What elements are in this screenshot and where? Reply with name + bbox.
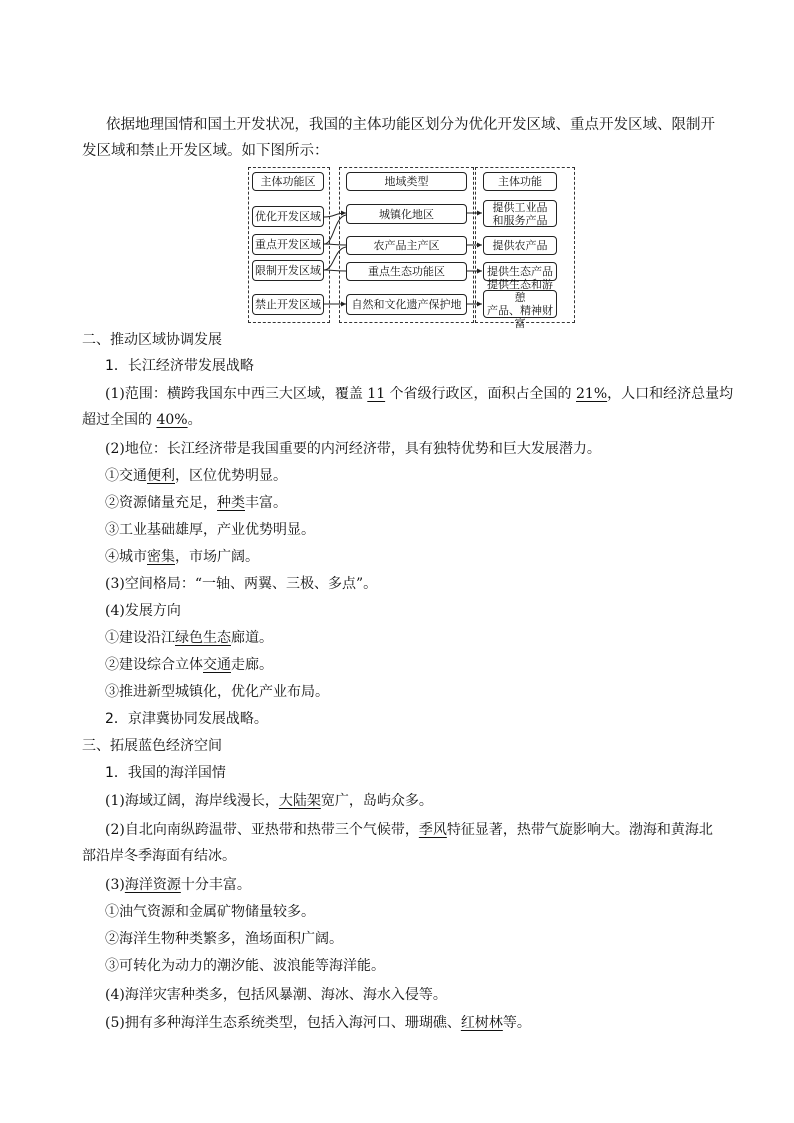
function-industrial-line2: 和服务产品 bbox=[492, 213, 548, 227]
section-2-dir1: ①建设沿江绿色生态廊道。 bbox=[105, 630, 273, 646]
section-2-p1-line2: 超过全国的 40%。 bbox=[82, 412, 202, 428]
function-industrial bbox=[483, 200, 557, 227]
section-3-p2-line1: (2)自北向南纵跨温带、亚热带和热带三个气候带，季风特征显著，热带气旋影响大。渤海和黄海北 bbox=[105, 822, 713, 838]
function-industrial-line1: 提供工业品 bbox=[492, 200, 548, 214]
section-3-p4: (4)海洋灾害种类多，包括风暴潮、海冰、海水入侵等。 bbox=[105, 987, 447, 1003]
section-3-item3: ③可转化为动力的潮汐能、波浪能等海洋能。 bbox=[105, 958, 385, 974]
intro-paragraph: 依据地理国情和国土开发状况，我国的主体功能区划分为优化开发区域、重点开发区域、限制开发区域和禁止开发区域。如下图所示： bbox=[82, 117, 715, 159]
function-recreation-line1: 提供生态和游憩 bbox=[487, 278, 553, 304]
section-3-p1: (1)海域辽阔，海岸线漫长，大陆架宽广，岛屿众多。 bbox=[105, 793, 433, 809]
section-3-item2: ②海洋生物种类繁多，渔场面积广阔。 bbox=[105, 931, 343, 947]
section-3-heading: 三、拓展蓝色经济空间 bbox=[82, 738, 222, 754]
section-2-p2: (2)地位：长江经济带是我国重要的内河经济带，具有独特优势和巨大发展潜力。 bbox=[105, 441, 601, 457]
section-2-p1-line1: (1)范围：横跨我国东中西三大区域，覆盖 11 个省级行政区，面积占全国的 21%，人口和经济总量均 bbox=[105, 386, 734, 402]
type-agricultural: 农产品主产区 bbox=[346, 236, 467, 255]
function-agricultural: 提供农产品 bbox=[483, 236, 557, 255]
function-zone-diagram bbox=[246, 167, 576, 330]
zone-key: 重点开发区域 bbox=[252, 234, 324, 255]
section-3-sub1: 1．我国的海洋国情 bbox=[105, 765, 226, 781]
function-ecological: 提供生态产品 bbox=[483, 262, 557, 281]
section-2-item4: ④城市密集，市场广阔。 bbox=[105, 549, 259, 565]
type-heritage: 自然和文化遗产保护地 bbox=[346, 294, 467, 315]
zone-prohibited: 禁止开发区域 bbox=[252, 294, 324, 315]
zone-restricted: 限制开发区域 bbox=[252, 260, 324, 281]
section-3-item1: ①油气资源和金属矿物储量较多。 bbox=[105, 904, 315, 920]
type-header: 地域类型 bbox=[346, 172, 467, 191]
section-2-dir3: ③推进新型城镇化，优化产业布局。 bbox=[105, 684, 329, 700]
function-recreation-line2: 产品、精神财富 bbox=[487, 304, 553, 330]
section-2-item1: ①交通便利，区位优势明显。 bbox=[105, 468, 287, 484]
type-urban: 城镇化地区 bbox=[346, 204, 467, 224]
section-2-sub1: 1．长江经济带发展战略 bbox=[105, 358, 254, 374]
section-2-sub2: 2．京津冀协同发展战略。 bbox=[105, 711, 268, 727]
type-ecological: 重点生态功能区 bbox=[346, 262, 467, 281]
function-header: 主体功能 bbox=[483, 172, 557, 191]
zone-optimized: 优化开发区域 bbox=[252, 206, 324, 227]
zone-header: 主体功能区 bbox=[252, 172, 324, 191]
function-recreation bbox=[483, 278, 557, 330]
section-2-dir2: ②建设综合立体交通走廊。 bbox=[105, 657, 273, 673]
section-3-p3: (3)海洋资源十分丰富。 bbox=[105, 877, 251, 893]
section-3-p5: (5)拥有多种海洋生态系统类型，包括入海河口、珊瑚礁、红树林等。 bbox=[105, 1015, 531, 1031]
section-2-item2: ②资源储量充足，种类丰富。 bbox=[105, 495, 287, 511]
section-2-p3: (3)空间格局：“一轴、两翼、三极、多点”。 bbox=[105, 576, 378, 592]
section-2-item3: ③工业基础雄厚，产业优势明显。 bbox=[105, 522, 315, 538]
section-3-p2-line2: 部沿岸冬季海面有结冰。 bbox=[82, 848, 236, 864]
section-2-heading: 二、推动区域协调发展 bbox=[82, 332, 222, 348]
section-2-p4: (4)发展方向 bbox=[105, 603, 181, 619]
